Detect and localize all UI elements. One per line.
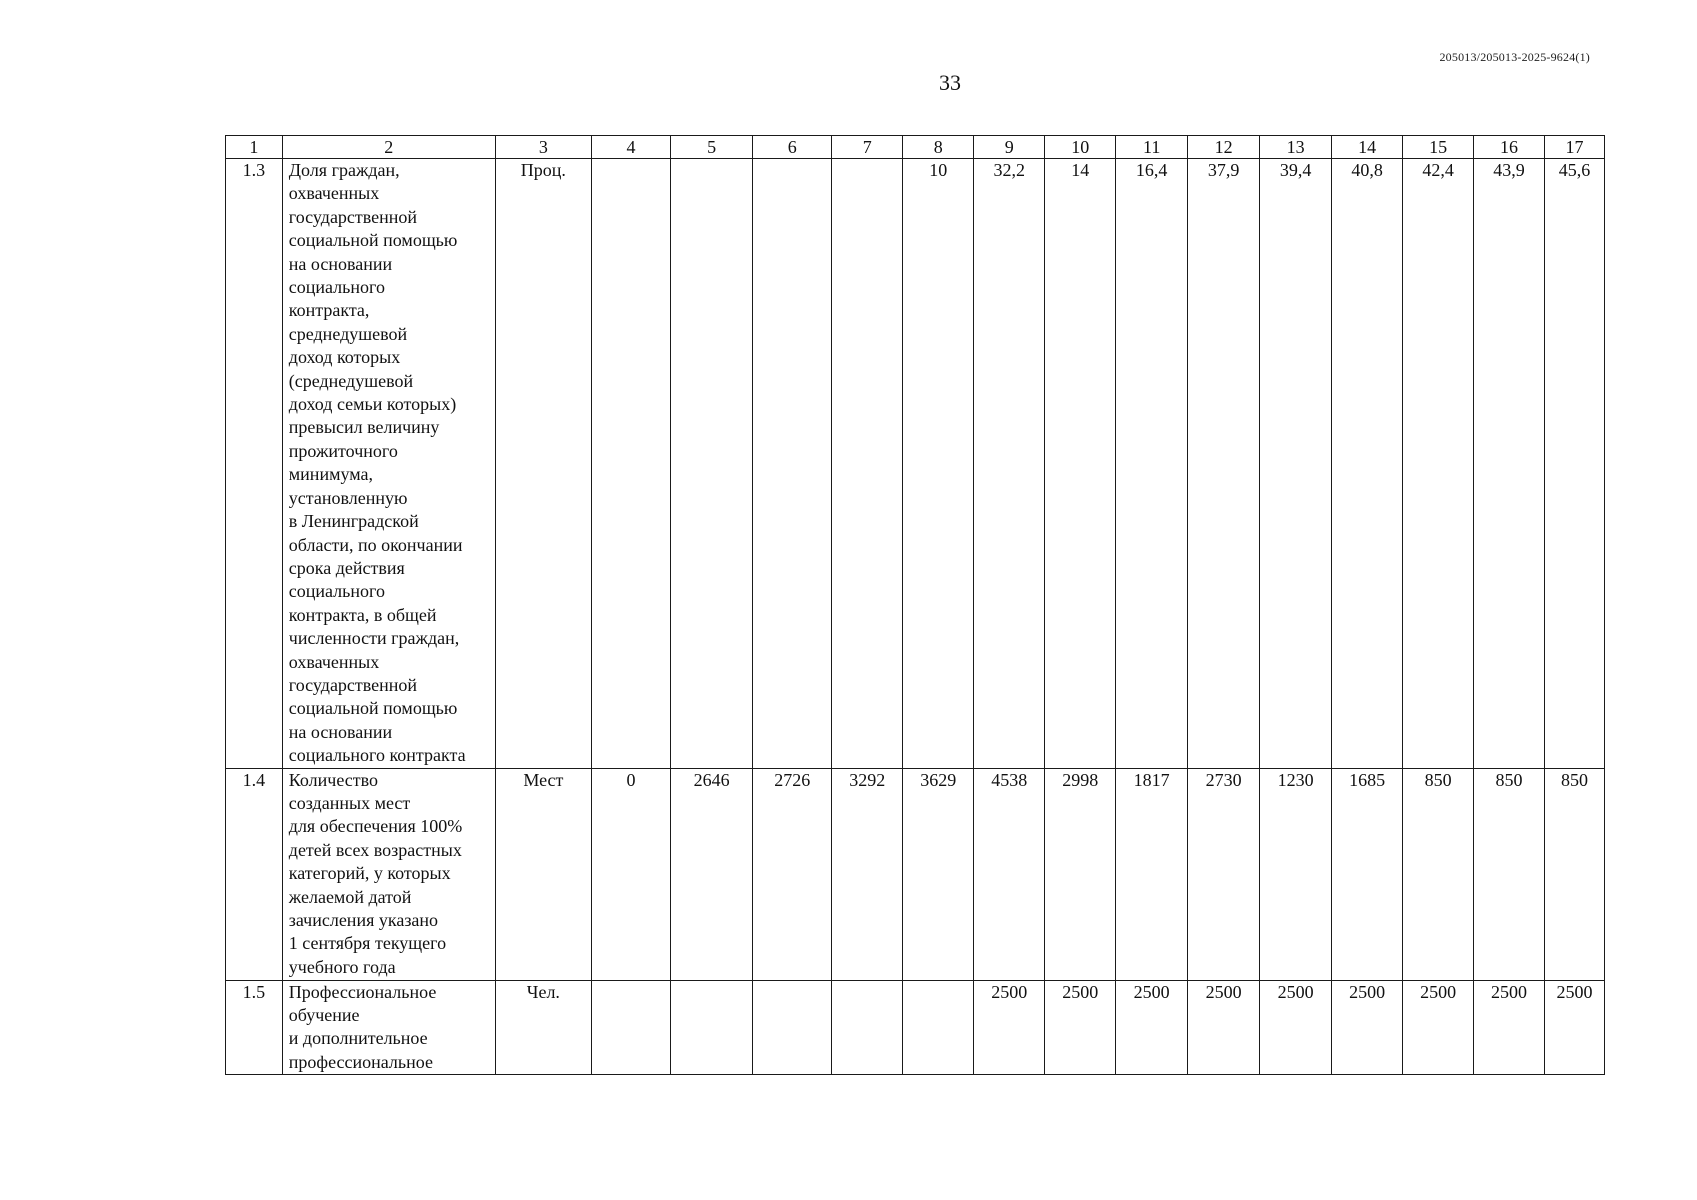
column-number-cell: 1: [226, 136, 283, 159]
description-line: социального: [288, 277, 385, 298]
description-line: зачисления указано: [288, 910, 439, 930]
value-cell: 850: [1403, 768, 1474, 980]
description-line: среднедушевой: [288, 323, 408, 344]
value-cell: 43,9: [1474, 159, 1545, 769]
table-row: [226, 980, 1605, 1075]
value-cell: 2500: [1045, 980, 1116, 1075]
description-line: контракта,: [288, 300, 370, 321]
column-number-cell: 12: [1188, 136, 1260, 159]
value-cell: 10: [903, 159, 974, 769]
value-cell: 2500: [1474, 980, 1545, 1075]
value-cell: [671, 159, 753, 769]
value-cell: 32,2: [974, 159, 1045, 769]
column-number-cell: 14: [1332, 136, 1403, 159]
row-number-cell: 1.4: [226, 768, 283, 980]
description-line: срока действия: [288, 557, 405, 578]
column-number-cell: 15: [1403, 136, 1474, 159]
description-line: Доля граждан,: [288, 160, 400, 180]
description-line: охваченных: [288, 651, 380, 672]
column-number-cell: 7: [832, 136, 903, 159]
description-line: в Ленинградской: [288, 511, 419, 532]
indicators-table: [225, 135, 1605, 1075]
row-number-cell: 1.3: [226, 159, 283, 769]
table-row: [226, 768, 1605, 980]
description-line: Количество: [288, 769, 378, 790]
description-line: на основании: [288, 721, 393, 742]
column-number-cell: 16: [1474, 136, 1545, 159]
value-cell: 42,4: [1403, 159, 1474, 769]
description-line: социальной помощью: [288, 230, 458, 251]
description-line: превысил величину: [288, 417, 440, 438]
value-cell: 850: [1474, 768, 1545, 980]
value-cell: 2500: [1116, 980, 1188, 1075]
value-cell: 2500: [1260, 980, 1332, 1075]
value-cell: 2730: [1188, 768, 1260, 980]
value-cell: [671, 980, 753, 1075]
value-cell: [903, 980, 974, 1075]
value-cell: 39,4: [1260, 159, 1332, 769]
description-line: охваченных: [288, 183, 380, 204]
value-cell: 2500: [1188, 980, 1260, 1075]
description-line: желаемой датой: [288, 886, 412, 907]
value-cell: 850: [1545, 768, 1605, 980]
indicator-description-cell: [282, 980, 495, 1075]
description-line: (среднедушевой: [288, 370, 414, 391]
value-cell: 2646: [671, 768, 753, 980]
description-line: численности граждан,: [288, 628, 460, 649]
description-line: категорий, у которых: [288, 863, 451, 884]
value-cell: [753, 159, 832, 769]
unit-cell: Чел.: [495, 980, 591, 1075]
value-cell: 2500: [1332, 980, 1403, 1075]
description-line: контракта, в общей: [288, 604, 437, 625]
value-cell: 37,9: [1188, 159, 1260, 769]
value-cell: 2726: [753, 768, 832, 980]
column-number-cell: 4: [592, 136, 671, 159]
value-cell: 16,4: [1116, 159, 1188, 769]
description-line: социальной помощью: [288, 698, 458, 719]
description-line: на основании: [288, 253, 393, 274]
value-cell: 2500: [1403, 980, 1474, 1075]
column-number-cell: 13: [1260, 136, 1332, 159]
description-line: доход семьи которых): [288, 394, 457, 415]
unit-cell: Проц.: [495, 159, 591, 769]
description-line: созданных мест: [288, 792, 411, 813]
value-cell: 2500: [1545, 980, 1605, 1075]
indicator-description-cell: [282, 768, 495, 980]
description-line: минимума,: [288, 464, 373, 485]
value-cell: 0: [592, 768, 671, 980]
description-line: для обеспечения 100%: [288, 816, 463, 837]
column-number-cell: 10: [1045, 136, 1116, 159]
description-line: государственной: [288, 674, 418, 695]
column-number-cell: 5: [671, 136, 753, 159]
indicator-description-cell: [282, 159, 495, 769]
value-cell: 1230: [1260, 768, 1332, 980]
value-cell: 2500: [974, 980, 1045, 1075]
description-line: государственной: [288, 206, 418, 227]
column-number-cell: 8: [903, 136, 974, 159]
description-line: доход которых: [288, 347, 401, 368]
description-line: обучение: [288, 1004, 360, 1025]
column-number-cell: 11: [1116, 136, 1188, 159]
value-cell: [592, 159, 671, 769]
value-cell: [832, 980, 903, 1075]
value-cell: 45,6: [1545, 159, 1605, 769]
value-cell: 2998: [1045, 768, 1116, 980]
value-cell: [832, 159, 903, 769]
column-number-cell: 6: [753, 136, 832, 159]
column-number-cell: 2: [282, 136, 495, 159]
value-cell: 3292: [832, 768, 903, 980]
document-id: 205013/205013-2025-9624(1): [1439, 50, 1590, 64]
column-number-cell: 9: [974, 136, 1045, 159]
description-line: Профессиональное: [288, 981, 437, 1002]
description-line: прожиточного: [288, 440, 398, 461]
description-line: социального контракта: [288, 745, 466, 766]
value-cell: 40,8: [1332, 159, 1403, 769]
description-line: области, по окончании: [288, 534, 463, 555]
value-cell: 1817: [1116, 768, 1188, 980]
column-number-cell: 3: [495, 136, 591, 159]
row-number-cell: 1.5: [226, 980, 283, 1075]
description-line: 1 сентября текущего: [288, 933, 447, 954]
column-number-cell: 17: [1545, 136, 1605, 159]
column-number-row: [226, 136, 1605, 159]
value-cell: 4538: [974, 768, 1045, 980]
table-row: [226, 159, 1605, 769]
description-line: учебного года: [288, 956, 396, 977]
description-line: социального: [288, 581, 385, 602]
value-cell: [753, 980, 832, 1075]
description-line: установленную: [288, 487, 408, 508]
description-line: детей всех возрастных: [288, 839, 462, 860]
description-line: и дополнительное: [288, 1028, 428, 1049]
unit-cell: Мест: [495, 768, 591, 980]
description-line: профессиональное: [288, 1051, 433, 1072]
value-cell: 1685: [1332, 768, 1403, 980]
value-cell: [592, 980, 671, 1075]
value-cell: 14: [1045, 159, 1116, 769]
page-number: 33: [939, 70, 961, 95]
value-cell: 3629: [903, 768, 974, 980]
